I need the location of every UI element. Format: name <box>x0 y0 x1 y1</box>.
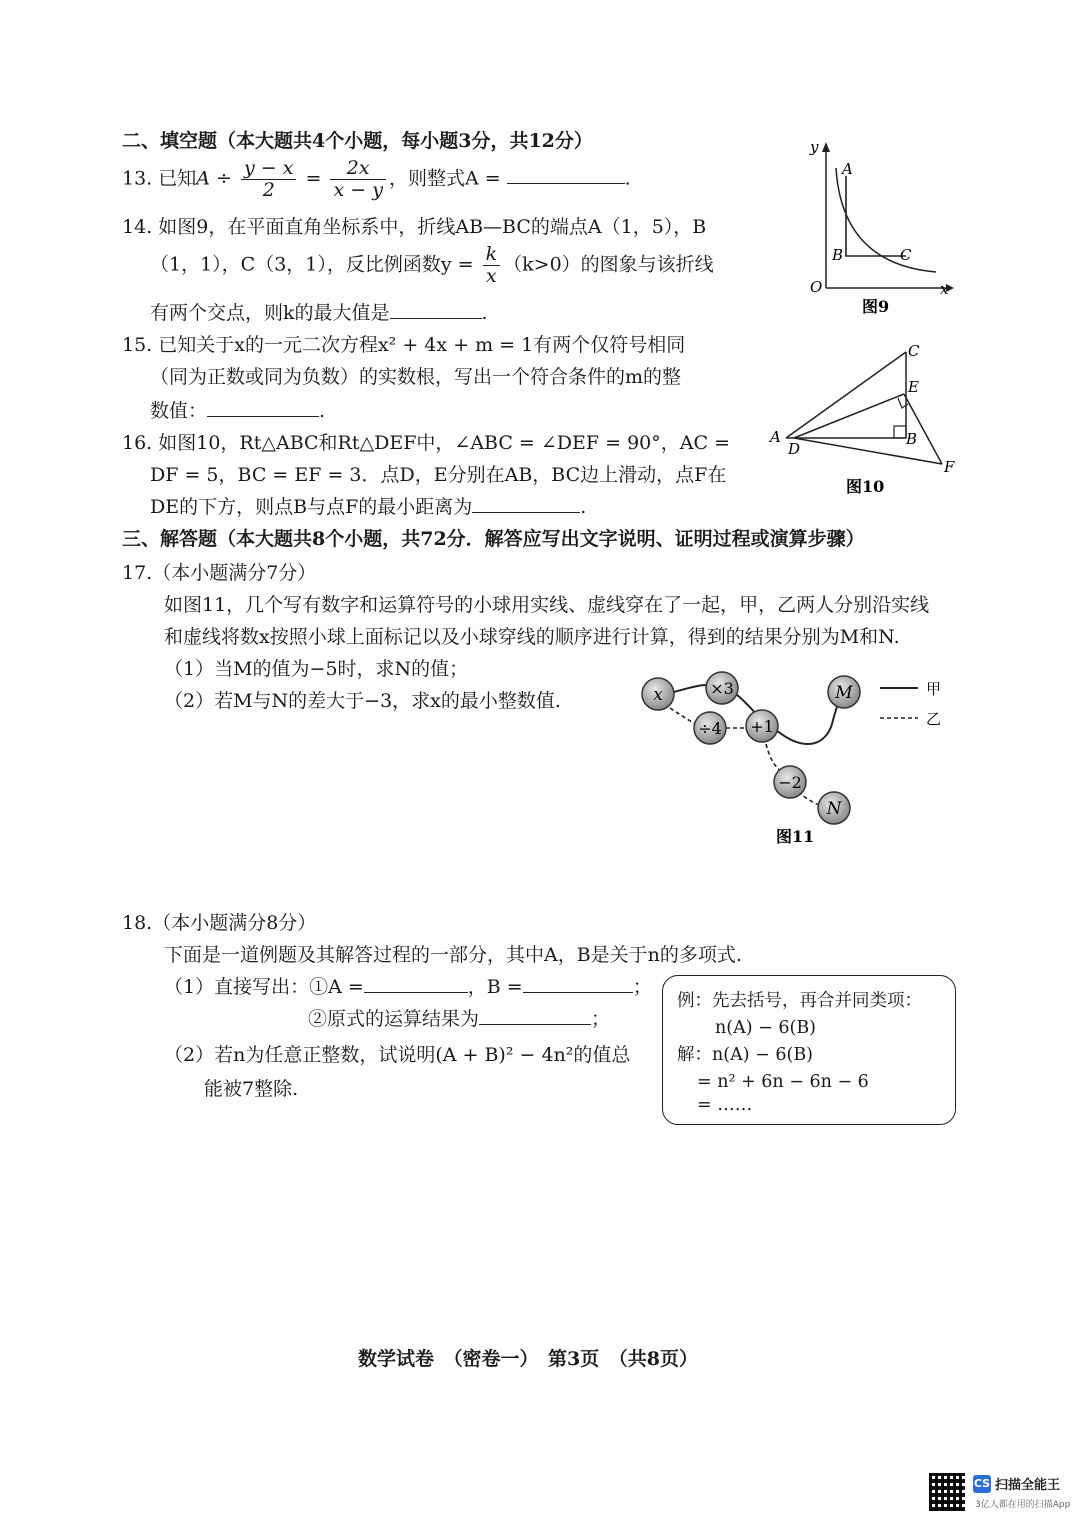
q17-line2: 和虚线将数x按照小球上面标记以及小球穿线的顺序进行计算，得到的结果分别为M和N. <box>164 626 900 648</box>
q18-example-line4: = n² + 6n − 6n − 6 <box>697 1072 869 1092</box>
fig10-label-d: D <box>788 440 801 458</box>
q14-end: . <box>481 302 488 324</box>
q17-part2: （2）若M与N的差大于−3，求x的最小整数值. <box>164 690 561 712</box>
q16-line2: DF = 5，BC = EF = 3．点D，E分别在AB，BC边上滑动，点F在 <box>150 464 727 486</box>
q16-end: . <box>580 496 587 518</box>
fig11-ball-plus1 <box>746 710 778 742</box>
fig11-caption: 图11 <box>776 827 815 846</box>
q16-line3 <box>150 492 586 519</box>
fig10-label-c: C <box>908 342 920 360</box>
q14-fraction: $\frac{k}{x}$ <box>483 244 501 287</box>
fig10-ac <box>786 352 906 438</box>
page-footer: 数学试卷 （密卷一） 第3页 （共8页） <box>358 1348 698 1370</box>
q15-line1: 15. 已知关于x的一元二次方程x² + 4x + m = 1有两个仅符号相同 <box>122 334 686 356</box>
fig9-label-x: x <box>940 280 949 298</box>
fig10-df <box>794 438 942 464</box>
q18-part1-end: ； <box>632 976 652 998</box>
q18-example-line1: 例：先去括号，再合并同类项： <box>677 991 922 1011</box>
q13-suffix: ，则整式A = <box>388 167 501 190</box>
fig9-caption: 图9 <box>862 297 890 316</box>
fig11-ball-m-label: M <box>835 683 853 703</box>
q13-var-a: A <box>196 167 210 190</box>
fig11-dash-x-div4 <box>670 708 698 726</box>
q15-line3 <box>150 396 325 423</box>
figure-9 <box>796 136 956 316</box>
q17-header: 17.（本小题满分7分） <box>122 562 317 584</box>
q14-answer-blank[interactable] <box>390 300 482 319</box>
fig11-ball-plus1-label: +1 <box>750 717 774 736</box>
q15-end: . <box>319 400 326 422</box>
q13-fraction-2: $\frac{2x}{x - y}$ <box>330 158 385 201</box>
fig11-ball-div4-label: ÷4 <box>698 719 722 738</box>
fig9-label-y: y <box>810 138 819 156</box>
fig9-y-arrow <box>822 142 830 152</box>
fig10-caption: 图10 <box>846 477 885 496</box>
fig10-de <box>794 394 904 438</box>
fig9-polyline <box>846 176 906 256</box>
fig9-label-o: O <box>810 278 823 296</box>
fig11-ball-times3 <box>706 672 738 704</box>
fig11-ball-x-label: x <box>653 685 663 705</box>
q18-part1-pre: （1）直接写出：①A = <box>164 976 364 998</box>
figure-11 <box>636 664 956 850</box>
q18-blank-result[interactable] <box>479 1006 591 1025</box>
fig10-label-e: E <box>908 378 919 396</box>
question-13 <box>122 158 631 201</box>
section-2-heading: 二、填空题（本大题共4个小题，每小题3分，共12分） <box>122 130 593 152</box>
fig10-right-angle-b <box>894 426 906 438</box>
q18-part2-line2: 能被7整除. <box>204 1078 299 1100</box>
q18-part1 <box>164 972 652 999</box>
fig11-dash-plus1-minus2 <box>766 744 782 772</box>
fig11-ball-n-label: N <box>826 799 842 819</box>
fig9-label-b: B <box>832 246 844 264</box>
q13-answer-blank[interactable] <box>507 165 625 184</box>
q13-eq: = <box>305 167 322 190</box>
fig10-label-f: F <box>944 458 955 476</box>
fig11-ball-n <box>818 792 850 824</box>
q14-line2-pre: （1，1），C（3，1），反比例函数y = <box>150 253 474 276</box>
q16-line3-text: DE的下方，则点B与点F的最小距离为 <box>150 496 473 518</box>
q16-answer-blank[interactable] <box>472 494 580 513</box>
q18-example-line3: 解：n(A) − 6(B) <box>677 1045 814 1065</box>
fig11-legend-solid-label: 甲 <box>926 680 942 698</box>
q18-blank-a[interactable] <box>364 974 468 993</box>
q18-part2-line1: （2）若n为任意正整数，试说明(A + B)² − 4n²的值总 <box>164 1044 631 1066</box>
watermark-slogan: 3亿人都在用的扫描App <box>975 1500 1071 1510</box>
section-3-heading: 三、解答题（本大题共8个小题，共72分．解答应写出文字说明、证明过程或演算步骤） <box>122 528 865 550</box>
q13-prefix: 13. 已知 <box>122 167 197 190</box>
q15-answer-blank[interactable] <box>207 398 319 417</box>
q14-line2 <box>150 244 714 287</box>
q18-example-box <box>662 975 956 1125</box>
fig9-label-c: C <box>900 246 912 264</box>
fig11-legend-dashed-label: 乙 <box>926 710 942 728</box>
figure-10 <box>766 338 966 500</box>
q18-intro: 下面是一道例题及其解答过程的一部分，其中A，B是关于n的多项式. <box>164 944 742 966</box>
fig10-ef <box>904 394 942 464</box>
q14-line1: 14. 如图9，在平面直角坐标系中，折线AB—BC的端点A（1，5），B <box>122 216 707 238</box>
camscanner-logo-icon: CS <box>973 1475 991 1493</box>
fig10-label-a: A <box>770 428 781 446</box>
q18-example-line2: n(A) − 6(B) <box>715 1018 817 1038</box>
qr-code-icon <box>929 1473 965 1511</box>
fig10-label-b: B <box>906 430 918 448</box>
q14-line3 <box>150 298 488 325</box>
q18-example-line5: = …… <box>697 1095 753 1115</box>
q13-end: . <box>624 167 631 190</box>
fig9-label-a: A <box>842 160 853 178</box>
q16-line1: 16. 如图10，Rt△ABC和Rt△DEF中，∠ABC = ∠DEF = 90°，AC = <box>122 432 730 454</box>
q14-line3-text: 有两个交点，则k的最大值是 <box>150 302 390 324</box>
fig11-ball-x <box>642 678 674 710</box>
watermark-app-name: 扫描全能王 <box>995 1478 1061 1493</box>
q15-line2: （同为正数或同为负数）的实数根，写出一个符合条件的m的整 <box>150 366 682 388</box>
q13-div: ÷ <box>216 167 232 190</box>
fig11-ball-div4 <box>694 712 726 744</box>
q18-part1b-end: ； <box>591 1008 611 1030</box>
q17-line1: 如图11，几个写有数字和运算符号的小球用实线、虚线穿在了一起，甲，乙两人分别沿实线 <box>164 594 930 616</box>
q17-part1: （1）当M的值为−5时，求N的值； <box>164 658 469 680</box>
q14-line2-post: （k>0）的图象与该折线 <box>503 253 714 276</box>
fig11-ball-minus2 <box>774 766 806 798</box>
fig11-ball-minus2-label: −2 <box>778 773 802 792</box>
q13-fraction-1: $\frac{y - x}{2}$ <box>241 158 296 201</box>
q18-part1-mid: ，B = <box>467 976 523 998</box>
q18-header: 18.（本小题满分8分） <box>122 912 317 934</box>
fig11-ball-times3-label: ×3 <box>710 679 734 698</box>
q15-line3-text: 数值： <box>150 400 208 422</box>
q18-part1b-text: ②原式的运算结果为 <box>308 1008 480 1030</box>
fig11-ball-m <box>828 676 860 708</box>
q18-part1b <box>308 1004 610 1031</box>
q18-blank-b[interactable] <box>523 974 633 993</box>
